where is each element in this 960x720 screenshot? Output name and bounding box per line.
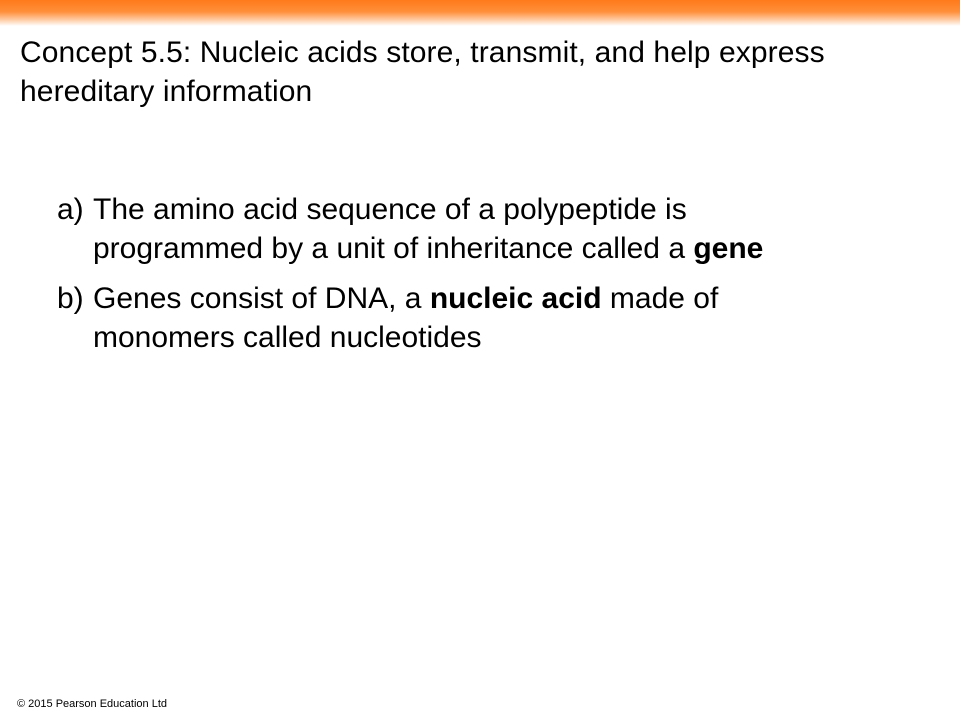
key-term-nucleic-acid: nucleic acid — [429, 282, 602, 315]
bullet-item-a — [57, 190, 857, 268]
bullet-text — [93, 190, 793, 268]
bullet-text-before: Genes consist of DNA, a — [93, 282, 430, 315]
bullet-list — [57, 190, 857, 357]
bullet-marker: b) — [57, 282, 84, 315]
bullet-text — [93, 279, 833, 357]
bullet-text-after: made of monomers called nucleotides — [93, 282, 719, 354]
key-term-gene: gene — [693, 232, 764, 265]
copyright-footer: © 2015 Pearson Education Ltd — [17, 698, 167, 710]
bullet-text-before: The amino acid sequence of a polypeptide is programmed by a unit of inheritance called a — [93, 193, 694, 265]
slide-title: Concept 5.5: Nucleic acids store, transmit, and help express hereditary information — [20, 36, 825, 108]
top-accent-bar — [0, 0, 960, 26]
bullet-item-b — [57, 279, 857, 357]
bullet-marker: a) — [57, 193, 84, 226]
